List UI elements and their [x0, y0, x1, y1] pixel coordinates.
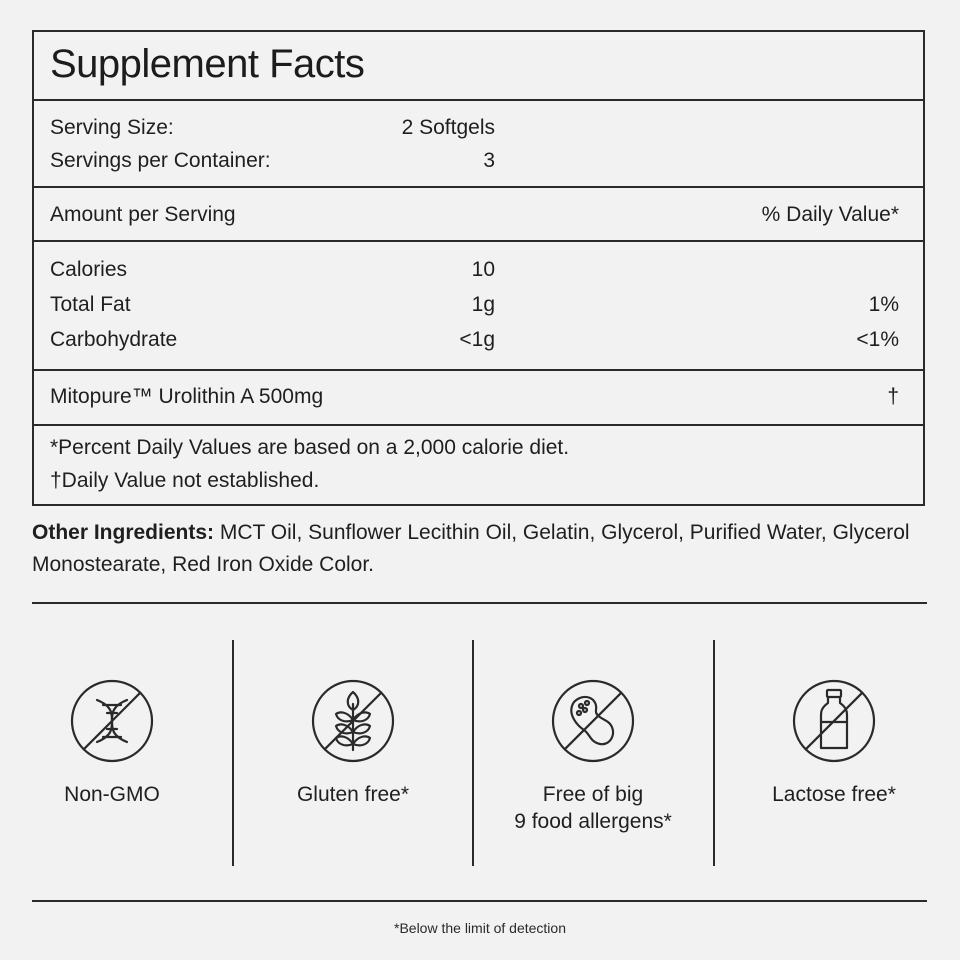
divider-top	[32, 602, 927, 604]
detection-limit-note: *Below the limit of detection	[394, 920, 566, 936]
servings-per-container-row	[34, 146, 923, 176]
footnote-not-established: †Daily Value not established.	[50, 469, 320, 492]
serving-size-row	[34, 113, 923, 143]
divider-bottom	[32, 900, 927, 902]
nutrient-section	[34, 242, 923, 371]
badge-caption	[233, 781, 473, 808]
serving-section	[34, 101, 923, 188]
amount-header-section	[34, 188, 923, 242]
nutrient-dv: 1%	[868, 293, 899, 316]
badge-non-gmo	[0, 678, 232, 806]
badge-gluten-free	[233, 678, 473, 806]
supplement-facts-panel	[32, 30, 925, 506]
nutrient-amount: <1g	[459, 328, 495, 351]
amount-header-row	[34, 200, 923, 230]
badge-caption-line: Non-GMO	[64, 783, 160, 806]
active-ingredient-dv: †	[887, 385, 899, 408]
nutrient-amount: 10	[471, 258, 495, 281]
nutrient-label: Carbohydrate	[50, 328, 178, 351]
active-ingredient-label: Mitopure™ Urolithin A 500mg	[50, 385, 324, 408]
badge-caption-line: 9 food allergens*	[514, 810, 672, 833]
nutrient-row-carbohydrate	[34, 325, 923, 355]
badge-allergen-free	[473, 678, 713, 833]
facts-title: Supplement Facts	[50, 42, 365, 86]
badge-caption	[0, 781, 232, 808]
wheat-crossed-icon	[310, 678, 396, 764]
badge-caption	[473, 781, 713, 835]
servings-value: 3	[483, 149, 495, 172]
badge-caption-line: Free of big	[542, 783, 644, 806]
footnote-row	[34, 466, 923, 496]
milk-bottle-crossed-icon	[791, 678, 877, 764]
daily-value-header: % Daily Value*	[761, 203, 899, 226]
facts-title-section	[34, 32, 923, 101]
active-ingredient-row	[34, 382, 923, 412]
badge-lactose-free	[714, 678, 954, 806]
nutrient-label: Calories	[50, 258, 128, 281]
badge-caption-line: Gluten free*	[296, 783, 410, 806]
footnote-daily-values: *Percent Daily Values are based on a 2,000 calorie diet.	[50, 436, 570, 459]
nutrient-dv: <1%	[856, 328, 899, 351]
peanut-crossed-icon	[550, 678, 636, 764]
nutrient-amount: 1g	[471, 293, 495, 316]
footnote-row	[34, 433, 923, 463]
other-ingredients-text: MCT Oil, Sunflower Lecithin Oil, Gelatin, Glycerol, Purified Water, Glycerol Monostearate, Red Iron Oxide Color.	[32, 521, 910, 576]
other-ingredients-label: Other Ingredients:	[32, 521, 215, 544]
serving-size-label: Serving Size:	[50, 116, 174, 139]
badge-caption-line: Lactose free*	[772, 783, 896, 806]
serving-size-value: 2 Softgels	[401, 116, 495, 139]
footnote-section	[34, 426, 923, 504]
amount-per-serving-header: Amount per Serving	[50, 203, 236, 226]
nutrient-label: Total Fat	[50, 293, 131, 316]
dna-crossed-icon	[69, 678, 155, 764]
badge-caption	[714, 781, 954, 808]
active-ingredient-section	[34, 371, 923, 426]
servings-label: Servings per Container:	[50, 149, 271, 172]
nutrient-row-calories	[34, 255, 923, 285]
other-ingredients	[32, 517, 932, 581]
nutrient-row-total-fat	[34, 290, 923, 320]
